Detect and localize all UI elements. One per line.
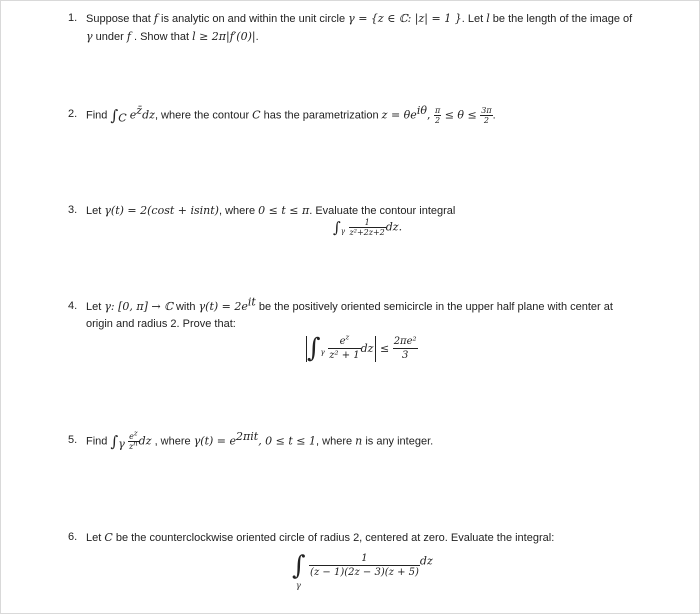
problem-1-line-2: γ under f . Show that l ≥ 2π|f′(0)|. xyxy=(86,30,259,43)
problem-1 xyxy=(68,10,668,46)
integrand-fraction: $\frac{1}{\text{z²+2z+2}}$ xyxy=(349,218,385,237)
integral-sign: ∫ xyxy=(110,106,119,125)
fraction-pi-over-2: $\frac{\pi}{2}$ xyxy=(434,106,441,125)
problem-5 xyxy=(68,429,668,451)
integral-sign: ∫ xyxy=(292,550,306,581)
problem-1-line-1: Suppose that f is analytic on and within the unit circle γ = {z ∈ ℂ: |z| = 1 }. Let l be the length of the image of xyxy=(86,12,633,25)
problem-number: 4. xyxy=(68,300,78,312)
integral-sign: ∫ xyxy=(307,333,321,364)
problem-number: 6. xyxy=(68,531,78,543)
problem-6 xyxy=(68,529,668,547)
problem-number: 2. xyxy=(68,108,78,120)
problem-4 xyxy=(68,295,668,333)
integrand-fraction: $\frac{1}{(z - 1)(2z - 3)(z + 5)}$ xyxy=(310,553,419,578)
problem-3-line-1: Let γ(t) = 2(cost + isint), where 0 ≤ t ≤ π. Evaluate the contour integral xyxy=(86,204,456,217)
unit-circle-definition: γ = {z ∈ ℂ: |z| = 1 } xyxy=(348,12,462,25)
problem-4-line-2: origin and radius 2. Prove that: xyxy=(86,318,236,330)
problem-4-line-1: Let γ: [0, π] → ℂ with $\gamma(t) = 2e^{it}$ be the positively oriented semicircle in the upper half plane with center at xyxy=(86,295,613,313)
problem-5-line-1: Find $\int_\gamma$ $\frac{e^z}{z^n}$ dz , where $\gamma(t) = e^{2\pi it}$, 0 ≤ t ≤ 1, where n is any integer. xyxy=(86,429,434,451)
fraction-3pi-over-2: $\frac{3\pi}{2}$ xyxy=(481,106,492,125)
inequality: l ≥ 2π|f′(0)| xyxy=(192,30,256,43)
integrand-fraction: $\frac{e^z}{z^n}$ xyxy=(128,429,138,451)
problem-number: 5. xyxy=(68,434,78,446)
problem-4-inequality: $\int_\gamma$ $\frac{e^z}{\text{z² + 1}}$ dz ≤ $\frac{\text{2πe²}}{3}$ xyxy=(307,333,417,364)
integral-sign: ∫ xyxy=(333,218,341,237)
problem-number: 1. xyxy=(68,12,78,24)
problem-6-line-1: Let C be the counterclockwise oriented circle of radius 2, centered at zero. Evaluate the integral: xyxy=(86,531,555,544)
problem-2 xyxy=(68,103,668,125)
problem-6-integral: ∫ γ $\frac{1}{(z - 1)(2z - 3)(z + 5)}$ dz xyxy=(292,550,433,590)
problem-number: 3. xyxy=(68,204,78,216)
integrand-fraction: $\frac{e^z}{\text{z² + 1}}$ xyxy=(329,333,360,361)
integral-sign: ∫ xyxy=(110,432,119,451)
problem-2-line-1: Find $\int_C$ $e^{z̄}dz$, where the contour C has the parametrization $z = \theta e^{i\theta}$, $\frac{\pi}{2}$ ≤ θ ≤ $\frac{3\pi}{2}$ . xyxy=(86,103,496,125)
bound-fraction: $\frac{\text{2πe²}}{3}$ xyxy=(393,336,417,361)
problem-3-integral: $\int_\gamma$ $\frac{1}{\text{z²+2z+2}}$ dz. xyxy=(333,218,403,237)
